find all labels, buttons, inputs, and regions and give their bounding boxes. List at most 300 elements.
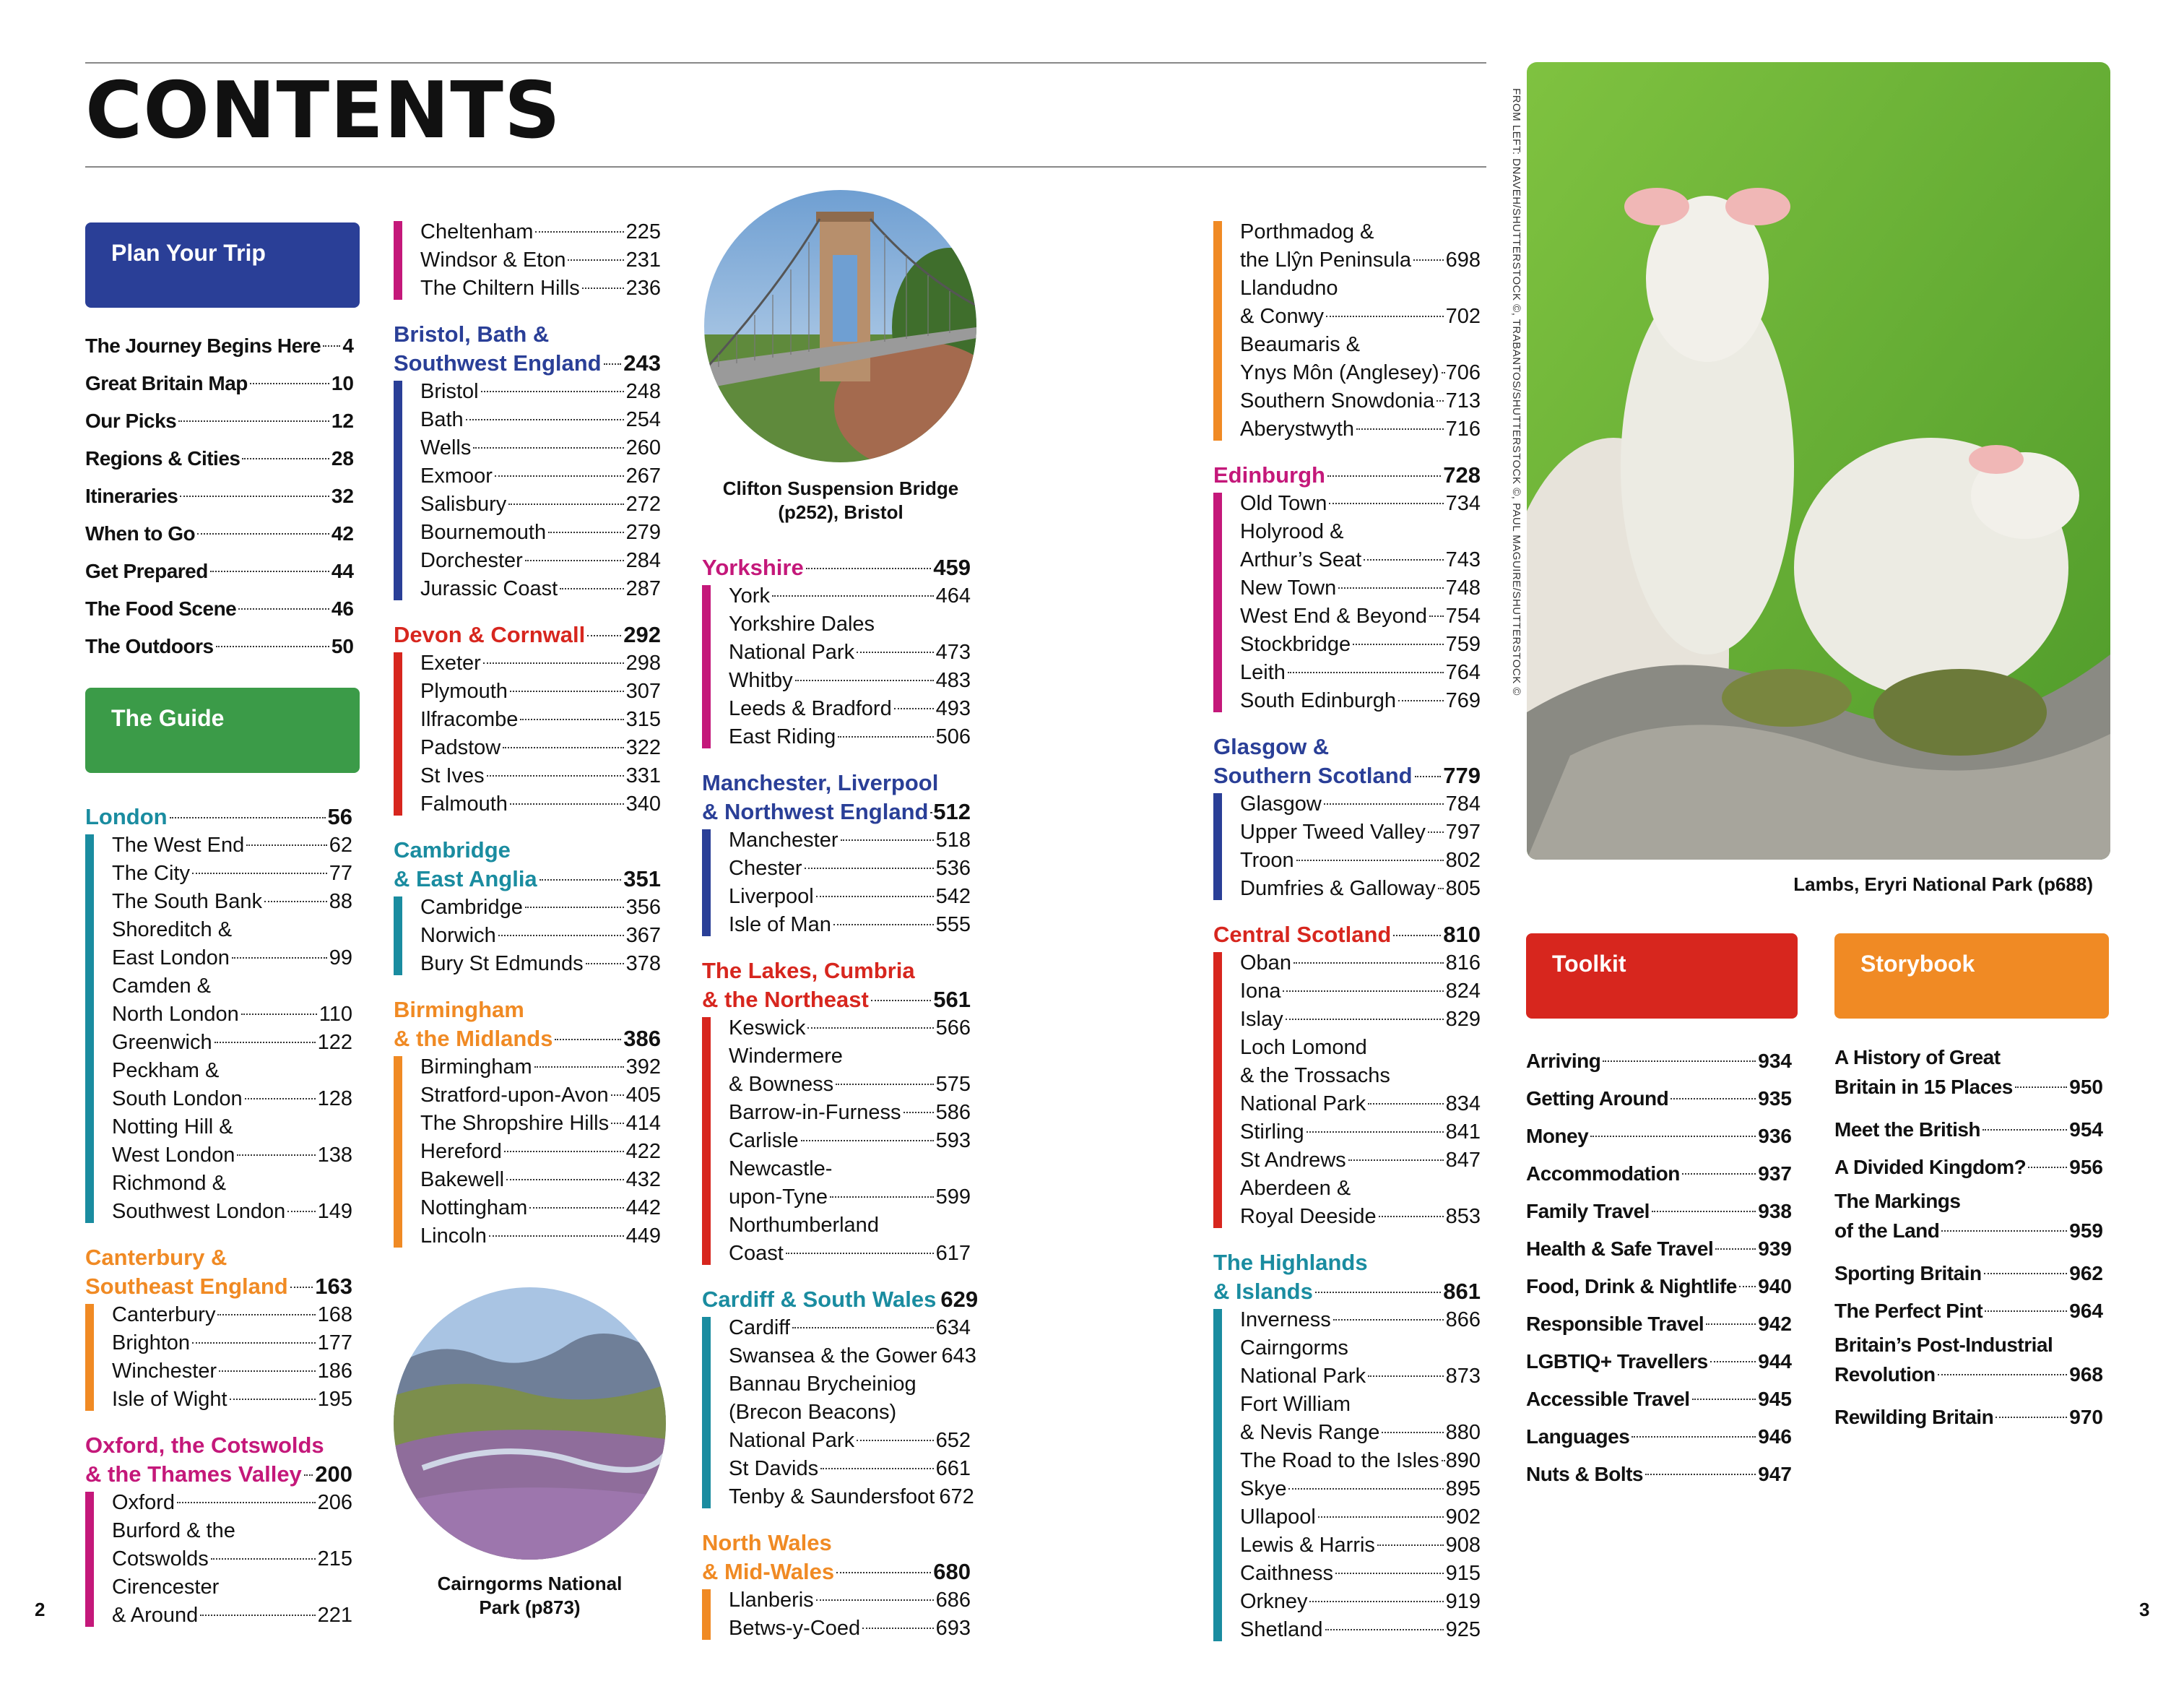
subsection-entry-page: 575 — [935, 1073, 971, 1096]
leader-dots — [1288, 672, 1444, 673]
subsection-entry — [729, 1342, 976, 1370]
leader-dots — [1442, 1460, 1444, 1461]
subsection-entry — [1240, 415, 1481, 444]
subsection-entry — [729, 610, 971, 639]
subsection-entry-label: South London — [112, 1087, 243, 1110]
subsection-entry — [1240, 1503, 1481, 1531]
subsection-entry-page: 672 — [939, 1485, 974, 1508]
subsection-entry-label: Stratford-upon-Avon — [420, 1084, 609, 1107]
toolkit-entry-label: Responsible Travel — [1526, 1313, 1704, 1335]
region-heading-line-page: 292 — [623, 622, 661, 647]
leader-dots — [192, 873, 327, 874]
subsection-entry-page: 566 — [935, 1016, 971, 1040]
subsection-entry — [420, 762, 661, 790]
subsection-entry — [420, 706, 661, 734]
subsection-entry — [420, 218, 661, 246]
subsection-entry-label: Brighton — [112, 1331, 191, 1354]
subsection-entry — [1240, 218, 1481, 246]
leader-dots — [535, 231, 623, 233]
storybook-line — [1834, 1149, 2103, 1186]
storybook-line-label: Rewilding Britain — [1834, 1406, 1994, 1428]
region-heading-line-page: 512 — [933, 799, 971, 824]
subsection-entry-label: The Shropshire Hills — [420, 1112, 610, 1135]
region-heading-line-label: & Mid-Wales — [702, 1559, 835, 1584]
leader-dots — [1428, 831, 1444, 833]
leader-dots — [520, 719, 623, 720]
toolkit-entry-label: Accommodation — [1526, 1162, 1680, 1185]
bridge-caption — [702, 477, 979, 524]
subsection-entry — [1240, 1616, 1481, 1644]
region-heading — [1213, 461, 1481, 490]
subsection-entry — [1240, 1146, 1481, 1175]
subsection-entry — [729, 1455, 971, 1483]
plan-entry-page: 28 — [331, 447, 354, 470]
subsection-entry — [420, 462, 661, 491]
leader-dots — [862, 1628, 933, 1629]
subsection-entry-label: Keswick — [729, 1016, 806, 1040]
region-heading-line-page: 386 — [623, 1026, 661, 1051]
subsection-entry — [112, 1517, 352, 1545]
subsection-entry-page: 422 — [625, 1140, 661, 1163]
leader-dots — [1327, 475, 1441, 477]
toolkit-entry — [1526, 1230, 1792, 1268]
region-color-bar — [1213, 952, 1222, 1228]
subsection-entry-label: Cardiff — [729, 1316, 790, 1339]
subsection-entry — [112, 831, 352, 860]
subsection-entry — [1240, 1362, 1481, 1391]
leader-dots — [555, 1039, 621, 1040]
subsection-entry-page: 367 — [625, 924, 661, 947]
subsection-entry — [1240, 246, 1481, 275]
subsection-entry-page: 177 — [317, 1331, 352, 1354]
region-section — [1213, 218, 1481, 444]
toolkit-entry — [1526, 1080, 1792, 1118]
storybook-box — [1834, 933, 2109, 1019]
region-heading-line-page: 351 — [623, 866, 661, 891]
region-section — [394, 995, 661, 1250]
subsection-entry-label: Holyrood & — [1240, 520, 1344, 543]
subsection-entry — [729, 1586, 971, 1615]
leader-dots — [930, 812, 931, 813]
subsection-entry-label: West London — [112, 1144, 235, 1167]
toolkit-entry-label: Arriving — [1526, 1050, 1601, 1072]
region-section — [394, 621, 661, 818]
leader-dots — [1348, 1159, 1444, 1161]
storybook-line-page: 970 — [2069, 1406, 2103, 1428]
leader-dots — [560, 588, 623, 589]
region-section — [394, 836, 661, 978]
storybook-entry — [1834, 1330, 2103, 1389]
leader-dots — [540, 879, 622, 881]
subsection-entry-page: 236 — [625, 277, 661, 300]
leader-dots — [816, 1599, 934, 1601]
subsection-entry-page: 643 — [941, 1344, 976, 1367]
region-heading-line-label: Southern Scotland — [1213, 763, 1413, 788]
subsection-entry — [1240, 574, 1481, 602]
subsection-entry-label: & the Trossachs — [1240, 1064, 1390, 1087]
leader-dots — [1393, 935, 1441, 936]
subsection-entry — [729, 1615, 971, 1643]
region-subsections — [394, 218, 661, 303]
storybook-line-page: 962 — [2069, 1262, 2103, 1284]
region-heading-line-page: 810 — [1443, 922, 1481, 947]
subsection-entry — [1240, 1118, 1481, 1146]
storybook-list — [1834, 1042, 2103, 1436]
region-heading-line-page: 459 — [933, 555, 971, 580]
region-section — [702, 1285, 979, 1511]
subsection-entry-page: 698 — [1445, 249, 1481, 272]
region-subsections — [85, 1301, 352, 1414]
toolkit-entry-label: Food, Drink & Nightlife — [1526, 1275, 1737, 1297]
region-color-bar — [85, 1492, 94, 1627]
leader-dots — [1283, 990, 1443, 992]
subsection-entry-page: 215 — [317, 1547, 352, 1570]
plan-entry-page: 44 — [331, 560, 354, 582]
subsection-entry — [729, 883, 971, 911]
toolkit-entry-label: Languages — [1526, 1425, 1630, 1448]
subsection-entry-label: Beaumaris & — [1240, 333, 1361, 356]
subsection-entry-label: Stirling — [1240, 1120, 1304, 1144]
region-heading-line-page: 561 — [933, 987, 971, 1012]
subsection-entry — [420, 1138, 661, 1166]
subsection-entry-page: 206 — [317, 1491, 352, 1514]
region-subsections — [1213, 949, 1481, 1231]
subsection-entry-label: Lincoln — [420, 1224, 487, 1248]
region-color-bar — [702, 829, 711, 936]
subsection-entry-page: 593 — [935, 1129, 971, 1152]
subsection-entry-page: 432 — [625, 1168, 661, 1191]
subsection-entry — [729, 1014, 971, 1042]
subsection-entry — [1240, 1419, 1481, 1447]
region-section — [1213, 461, 1481, 715]
plan-entry-page: 10 — [331, 372, 354, 394]
subsection-entry-page: 880 — [1445, 1421, 1481, 1444]
storybook-entry — [1834, 1186, 2103, 1245]
storybook-line-label: Sporting Britain — [1834, 1262, 1982, 1284]
subsection-entry-page: 919 — [1445, 1590, 1481, 1613]
subsection-entry — [1240, 1062, 1481, 1090]
leader-dots — [211, 1558, 316, 1560]
subsection-entry — [420, 378, 661, 406]
subsection-entry-page: 902 — [1445, 1505, 1481, 1529]
subsection-entry — [729, 1399, 971, 1427]
region-heading-line-label: Cambridge — [394, 837, 511, 863]
region-heading-line-page: 779 — [1443, 763, 1481, 788]
the-guide-box — [85, 688, 360, 773]
subsection-entry-page: 895 — [1445, 1477, 1481, 1500]
subsection-entry — [112, 1057, 352, 1085]
region-heading-line-label: Canterbury & — [85, 1245, 228, 1270]
subsection-entry — [112, 1602, 352, 1630]
subsection-entry — [1240, 490, 1481, 518]
toolkit-entry — [1526, 1155, 1792, 1193]
region-heading-line — [702, 798, 971, 826]
leader-dots — [245, 1098, 316, 1099]
subsection-entry-label: Bournemouth — [420, 521, 547, 544]
region-color-bar — [702, 1017, 711, 1265]
subsection-entry — [112, 1029, 352, 1057]
subsection-entry — [112, 1001, 352, 1029]
subsection-entry-label: Cambridge — [420, 896, 523, 919]
region-heading-line-label: The Lakes, Cumbria — [702, 958, 915, 983]
region-heading-line — [85, 1431, 352, 1460]
leader-dots — [904, 1112, 934, 1113]
region-section — [702, 956, 971, 1268]
subsection-entry — [420, 246, 661, 275]
plan-entry-page: 50 — [331, 635, 354, 657]
toolkit-entry-page: 940 — [1758, 1275, 1792, 1297]
toolkit-entry — [1526, 1380, 1792, 1418]
subsection-entry-label: Stockbridge — [1240, 633, 1351, 656]
leader-dots — [1941, 1230, 2067, 1232]
leader-dots — [586, 963, 624, 964]
subsection-entry-page: 769 — [1445, 689, 1481, 712]
leader-dots — [1938, 1374, 2068, 1375]
subsection-entry-label: Bakewell — [420, 1168, 505, 1191]
subsection-entry-page: 686 — [935, 1589, 971, 1612]
storybook-line-page: 964 — [2069, 1300, 2103, 1322]
storybook-entry — [1834, 1292, 2103, 1330]
region-heading-line-page: 680 — [933, 1559, 971, 1584]
leader-dots — [805, 868, 934, 869]
subsection-entry-label: Camden & — [112, 975, 212, 998]
subsection-entry-label: Skye — [1240, 1477, 1287, 1500]
region-subsections — [702, 1014, 971, 1268]
subsection-entry-label: The West End — [112, 834, 245, 857]
subsection-entry-label: Windermere — [729, 1045, 843, 1068]
leader-dots — [2015, 1086, 2067, 1088]
subsection-entry — [420, 406, 661, 434]
subsection-entry-page: 267 — [625, 464, 661, 488]
storybook-line — [1834, 1072, 2103, 1102]
subsection-entry-label: Cheltenham — [420, 220, 534, 243]
leader-dots — [1368, 1103, 1444, 1105]
region-heading-line — [85, 1243, 352, 1272]
leader-dots — [525, 907, 624, 908]
region-section — [1213, 920, 1481, 1231]
leader-dots — [510, 691, 624, 692]
region-heading-line-label: Yorkshire — [702, 555, 804, 580]
subsection-entry-label: Arthur’s Seat — [1240, 548, 1362, 571]
subsection-entry — [112, 1357, 352, 1386]
subsection-entry-page: 764 — [1445, 661, 1481, 684]
subsection-entry-page: 298 — [625, 652, 661, 675]
plan-entry — [85, 590, 354, 628]
storybook-line — [1834, 1330, 2103, 1360]
leader-dots — [177, 1502, 316, 1503]
subsection-entry — [420, 491, 661, 519]
photo-credit-text: FROM LEFT: DNAVEH/SHUTTERSTOCK ©, TRABANTOS/SHUTTERSTOCK ©, PAUL MAGUIRE/SHUTTERSTOCK © — [1510, 88, 1522, 696]
storybook-line — [1834, 1111, 2103, 1149]
subsection-entry-label: St Andrews — [1240, 1149, 1346, 1172]
subsection-entry — [420, 547, 661, 575]
subsection-entry — [1240, 818, 1481, 847]
subsection-entry — [1240, 847, 1481, 875]
subsection-entry-label: Chester — [729, 857, 802, 880]
subsection-entry-page: 473 — [935, 641, 971, 664]
subsection-entry — [420, 1081, 661, 1110]
subsection-entry-page: 506 — [935, 725, 971, 748]
leader-dots — [489, 1235, 624, 1237]
subsection-entry-page: 122 — [317, 1031, 352, 1054]
leader-dots — [1652, 1211, 1756, 1212]
subsection-entry-page: 915 — [1445, 1562, 1481, 1585]
region-subsections — [702, 582, 971, 751]
subsection-entry-label: Ynys Môn (Anglesey) — [1240, 361, 1439, 384]
subsection-entry-page: 110 — [318, 1003, 352, 1026]
subsection-entry — [1240, 275, 1481, 303]
plan-entry — [85, 402, 354, 440]
region-heading-line-label: & Northwest England — [702, 799, 929, 824]
guide-column-4 — [1213, 218, 1481, 1644]
region-heading-line-page: 163 — [315, 1274, 352, 1299]
region-heading — [394, 836, 661, 894]
subsection-entry — [1240, 875, 1481, 903]
subsection-entry-page: 168 — [317, 1303, 352, 1326]
subsection-entry-page: 908 — [1445, 1534, 1481, 1557]
subsection-entry-page: 652 — [935, 1429, 971, 1452]
subsection-entry-label: New Town — [1240, 576, 1337, 600]
subsection-entry-label: Peckham & — [112, 1059, 220, 1082]
subsection-entry-label: Notting Hill & — [112, 1115, 233, 1138]
subsection-entry — [112, 1198, 352, 1226]
storybook-line-label: A History of Great — [1834, 1046, 2001, 1068]
subsection-entry-page: 62 — [329, 834, 352, 857]
storybook-entry — [1834, 1111, 2103, 1149]
subsection-entry-page: 225 — [625, 220, 661, 243]
region-color-bar — [1213, 221, 1222, 441]
storybook-line-label: Britain in 15 Places — [1834, 1076, 2013, 1098]
region-heading-line — [1213, 461, 1481, 490]
region-heading — [702, 956, 971, 1014]
subsection-entry — [729, 667, 971, 695]
leader-dots — [200, 1615, 315, 1616]
region-heading — [394, 995, 661, 1053]
subsection-entry-label: Oxford — [112, 1491, 176, 1514]
leader-dots — [1413, 259, 1444, 261]
region-heading-line-label: Manchester, Liverpool — [702, 770, 939, 795]
subsection-entry-page: 706 — [1445, 361, 1481, 384]
leader-dots — [548, 532, 623, 533]
subsection-entry-label: Jurassic Coast — [420, 577, 558, 600]
subsection-entry-page: 802 — [1445, 849, 1481, 872]
region-subsections — [1213, 218, 1481, 444]
subsection-entry-page: 542 — [935, 885, 971, 908]
subsection-entry-label: Inverness — [1240, 1308, 1331, 1331]
subsection-entry-page: 617 — [935, 1242, 971, 1265]
leader-dots — [242, 458, 329, 459]
subsection-entry-label: Coast — [729, 1242, 784, 1265]
storybook-line — [1834, 1216, 2103, 1245]
subsection-entry-page: 195 — [317, 1388, 352, 1411]
leader-dots — [197, 533, 329, 535]
region-heading — [85, 803, 352, 831]
storybook-line — [1834, 1042, 2103, 1072]
subsection-entry — [1240, 359, 1481, 387]
leader-dots — [304, 1474, 313, 1476]
region-heading-line — [85, 1272, 352, 1301]
storybook-line-page: 959 — [2069, 1219, 2103, 1242]
subsection-entry — [420, 734, 661, 762]
subsection-entry-label: Greenwich — [112, 1031, 212, 1054]
subsection-entry — [729, 582, 971, 610]
subsection-entry — [420, 1110, 661, 1138]
region-heading-line — [85, 1460, 352, 1489]
region-color-bar — [1213, 493, 1222, 712]
region-heading — [702, 1529, 971, 1586]
leader-dots — [806, 568, 932, 569]
subsection-entry — [1240, 546, 1481, 574]
leader-dots — [290, 1287, 313, 1288]
subsection-entry — [112, 1170, 352, 1198]
leader-dots — [1379, 1216, 1444, 1217]
leader-dots — [1377, 1544, 1444, 1546]
subsection-entry — [1240, 1588, 1481, 1616]
subsection-entry-page: 254 — [625, 408, 661, 431]
subsection-entry-page: 99 — [329, 946, 352, 969]
subsection-entry-label: Leith — [1240, 661, 1286, 684]
subsection-entry-label: Llanberis — [729, 1589, 814, 1612]
region-heading-line-label: & the Thames Valley — [85, 1461, 302, 1487]
toolkit-entry-page: 937 — [1758, 1162, 1792, 1185]
subsection-entry-page: 797 — [1445, 821, 1481, 844]
storybook-entry — [1834, 1149, 2103, 1186]
toolkit-entry-page: 942 — [1758, 1313, 1792, 1335]
toolkit-label: Toolkit — [1552, 951, 1626, 977]
plan-entry-label: The Journey Begins Here — [85, 334, 321, 357]
storybook-label: Storybook — [1860, 951, 1975, 977]
plan-entry — [85, 553, 354, 590]
subsection-entry-label: Southwest London — [112, 1200, 286, 1223]
subsection-entry-label: West End & Beyond — [1240, 605, 1428, 628]
plan-entry-page: 4 — [342, 334, 354, 357]
subsection-entry-label: Cotswolds — [112, 1547, 209, 1570]
leader-dots — [1364, 559, 1443, 561]
subsection-entry-label: Whitby — [729, 669, 793, 692]
subsection-entry-page: 925 — [1445, 1618, 1481, 1641]
leader-dots — [466, 419, 624, 420]
subsection-entry — [1240, 1334, 1481, 1362]
leader-dots — [1288, 1488, 1443, 1490]
toolkit-entry-label: Health & Safe Travel — [1526, 1237, 1714, 1260]
subsection-entry-label: Nottingham — [420, 1196, 528, 1219]
subsection-entry-label: Iona — [1240, 980, 1281, 1003]
subsection-entry-label: Ilfracombe — [420, 708, 519, 731]
subsection-entry — [729, 1155, 971, 1183]
subsection-entry — [729, 723, 971, 751]
subsection-entry-label: Cairngorms — [1240, 1336, 1348, 1360]
leader-dots — [1324, 803, 1444, 805]
region-color-bar — [1213, 1309, 1222, 1641]
leader-dots — [1985, 1310, 2067, 1312]
subsection-entry-page: 149 — [317, 1200, 352, 1223]
leader-dots — [1325, 1629, 1444, 1630]
plan-entry-label: Itineraries — [85, 485, 178, 507]
leader-dots — [525, 560, 624, 561]
subsection-entry — [1240, 1006, 1481, 1034]
leader-dots — [894, 708, 934, 709]
subsection-entry-label: upon-Tyne — [729, 1185, 828, 1209]
toolkit-entry-label: Nuts & Bolts — [1526, 1463, 1643, 1485]
subsection-entry — [729, 639, 971, 667]
leader-dots — [2028, 1167, 2067, 1168]
plan-entry-page: 46 — [331, 597, 354, 620]
leader-dots — [529, 1207, 623, 1209]
leader-dots — [833, 924, 934, 925]
title-rule — [85, 166, 1486, 168]
subsection-entry — [112, 1573, 352, 1602]
region-heading-line-label: & Islands — [1213, 1279, 1313, 1304]
